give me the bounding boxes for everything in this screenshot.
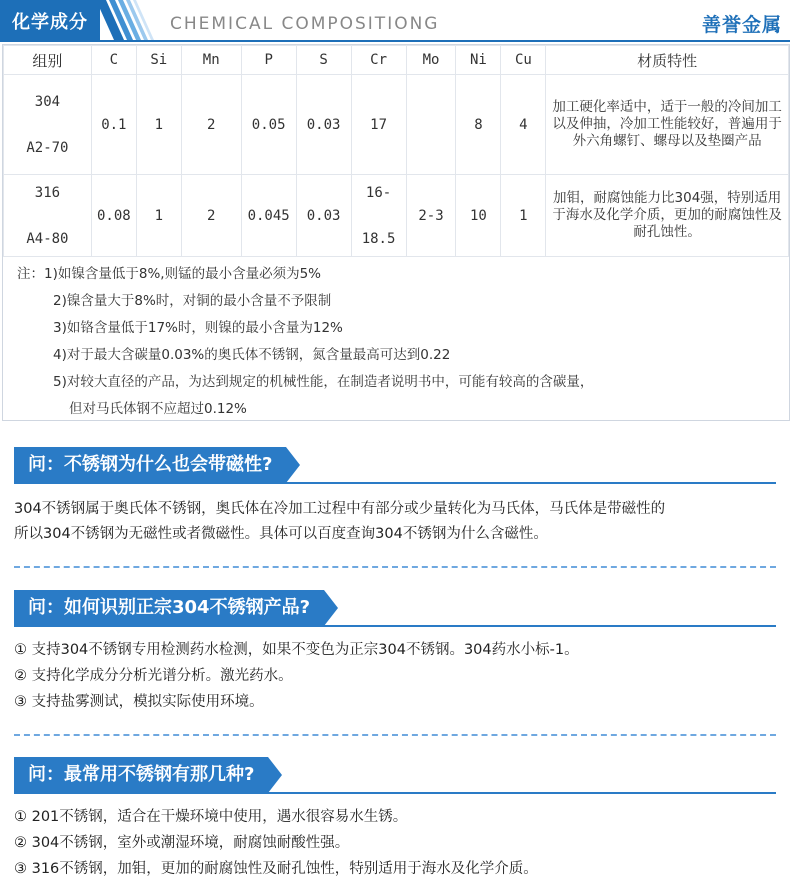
cell-p: 0.05 xyxy=(241,75,296,175)
body-line: 304不锈钢属于奥氏体不锈钢，奥氏体在冷加工过程中有部分或少量转化为马氏体，马氏体是带磁性的 xyxy=(14,501,666,517)
note-line: 5)对较大直径的产品，为达到规定的机械性能，在制造者说明书中，可能有较高的含碳量， xyxy=(53,374,594,390)
brand-name: 善誉金属 xyxy=(701,14,782,36)
dashed-divider xyxy=(14,566,776,568)
cr-range-top: 16- xyxy=(365,184,392,201)
header-tab xyxy=(0,0,100,40)
cell-s: 0.03 xyxy=(296,75,351,175)
table-row xyxy=(4,75,789,175)
cell-p: 0.045 xyxy=(241,175,296,257)
cell-mo xyxy=(406,75,456,175)
note-line: 2)镍含量大于8%时，对铜的最小含量不予限制 xyxy=(53,293,332,309)
col-header: Mn xyxy=(181,46,241,75)
col-header: P xyxy=(241,46,296,75)
col-header: Mo xyxy=(406,46,456,75)
col-header: 组别 xyxy=(4,46,92,75)
cell-mn: 2 xyxy=(181,75,241,175)
list-item: ② 304不锈钢，室外或潮湿环境，耐腐蚀耐酸性强。 xyxy=(14,835,350,851)
list-item: ③ 316不锈钢，加钼，更加的耐腐蚀性及耐孔蚀性，特别适用于海水及化学介质。 xyxy=(14,861,538,877)
header-english-title: CHEMICAL COMPOSITIONG xyxy=(170,14,440,34)
cell-mo: 2-3 xyxy=(406,175,456,257)
col-header: 材质特性 xyxy=(546,46,789,75)
grade-code: 304 xyxy=(34,93,61,110)
col-header: Ni xyxy=(456,46,501,75)
cell-cr: 17 xyxy=(351,75,406,175)
property-class: A2-70 xyxy=(26,139,69,156)
cell-description: 加钼，耐腐蚀能力比304强，特别适用于海水及化学介质，更加的耐腐蚀性及耐孔蚀性。 xyxy=(546,175,789,257)
section-title-identify: 问：如何识别正宗304不锈钢产品? xyxy=(14,590,324,626)
list-item: ② 支持化学成分分析光谱分析。激光药水。 xyxy=(14,668,293,684)
list-item: ① 支持304不锈钢专用检测药水检测，如果不变色为正宗304不锈钢。304药水小标-1。 xyxy=(14,642,579,658)
cell-c: 0.1 xyxy=(91,75,136,175)
cell-cr xyxy=(351,175,406,257)
section-title-magnetism: 问：不锈钢为什么也会带磁性? xyxy=(14,447,286,483)
section-header xyxy=(0,0,790,42)
col-header: Cr xyxy=(351,46,406,75)
group-cell xyxy=(4,75,92,175)
group-cell xyxy=(4,175,92,257)
cell-cu: 1 xyxy=(501,175,546,257)
table-header-row xyxy=(4,46,789,75)
cell-cu: 4 xyxy=(501,75,546,175)
composition-table-panel xyxy=(2,44,790,421)
list-item: ③ 支持盐雾测试，模拟实际使用环境。 xyxy=(14,694,264,710)
col-header: Cu xyxy=(501,46,546,75)
col-header: C xyxy=(91,46,136,75)
cell-ni: 8 xyxy=(456,75,501,175)
body-line: 所以304不锈钢为无磁性或者微磁性。具体可以百度查询304不锈钢为什么含磁性。 xyxy=(14,526,548,542)
header-stripes-decoration xyxy=(96,0,158,40)
grade-code: 316 xyxy=(34,184,61,201)
cell-ni: 10 xyxy=(456,175,501,257)
cell-description: 加工硬化率适中，适于一般的冷间加工以及伸抽，冷加工性能较好，普遍用于外六角螺钉、螺母以及垫圈产品 xyxy=(546,75,789,175)
table-row xyxy=(4,175,789,257)
note-line: 3)如铬含量低于17%时，则镍的最小含量为12% xyxy=(53,320,343,336)
note-line: 但对马氏体钢不应超过0.12% xyxy=(69,401,247,417)
list-item: ① 201不锈钢，适合在干燥环境中使用，遇水很容易水生锈。 xyxy=(14,809,408,825)
table-notes xyxy=(17,261,777,423)
note-line: 注：1)如镍含量低于8%,则锰的最小含量必须为5% xyxy=(17,266,321,282)
cell-mn: 2 xyxy=(181,175,241,257)
cr-range-bottom: 18.5 xyxy=(361,230,396,247)
dashed-divider xyxy=(14,734,776,736)
section-title-common-types: 问：最常用不锈钢有那几种? xyxy=(14,757,268,793)
cell-c: 0.08 xyxy=(91,175,136,257)
note-line: 4)对于最大含碳量0.03%的奥氏体不锈钢，氮含量最高可达到0.22 xyxy=(53,347,451,363)
cell-s: 0.03 xyxy=(296,175,351,257)
col-header: Si xyxy=(136,46,181,75)
section-body-magnetism xyxy=(14,497,784,547)
property-class: A4-80 xyxy=(26,230,69,247)
composition-table xyxy=(3,45,789,257)
col-header: S xyxy=(296,46,351,75)
cell-si: 1 xyxy=(136,75,181,175)
header-tab-label: 化学成分 xyxy=(12,12,88,33)
cell-si: 1 xyxy=(136,175,181,257)
